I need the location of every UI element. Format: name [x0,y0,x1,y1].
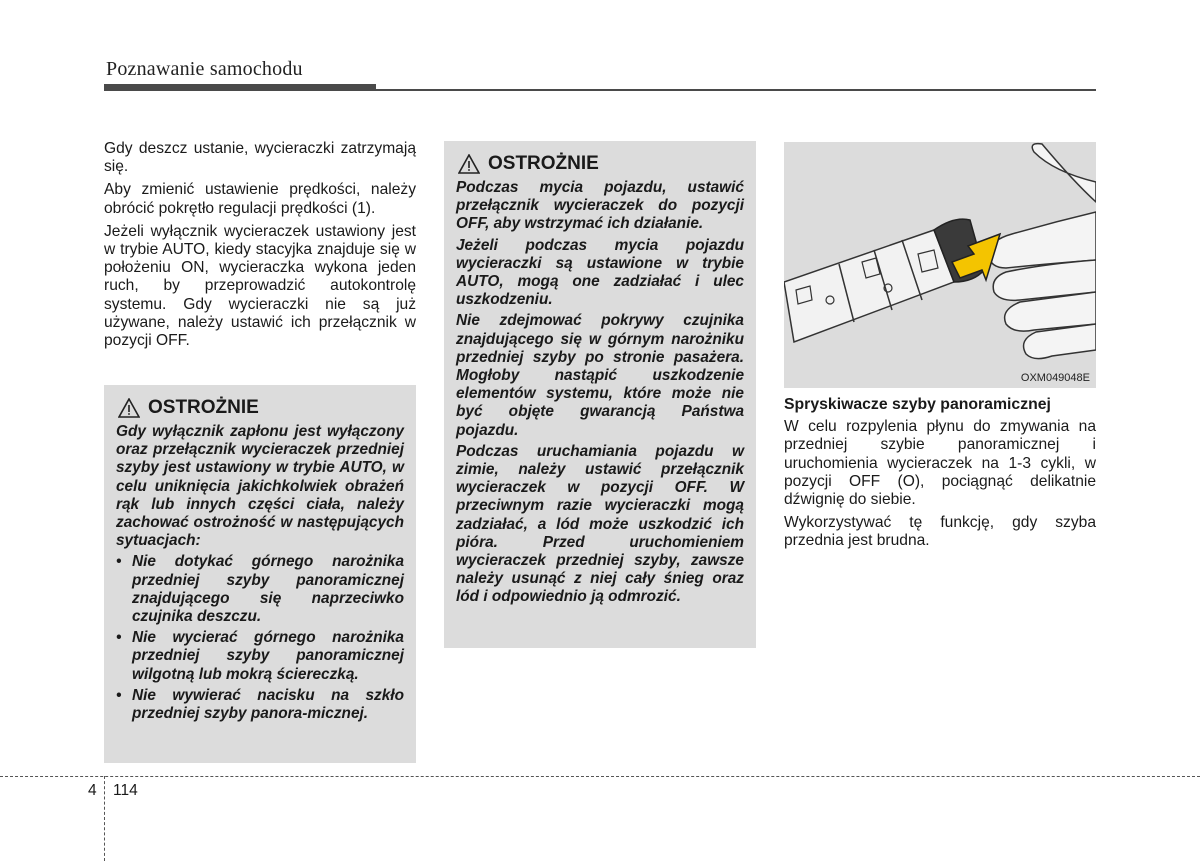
warning-triangle-icon [118,398,140,418]
caution-title: OSTROŻNIE [488,153,599,174]
paragraph: Wykorzystywać tę funkcję, gdy szyba przednia jest brudna. [784,514,1096,550]
figure-code: OXM049048E [1020,372,1090,384]
caution-box-1 [104,385,416,763]
thumb-shape [1032,144,1096,202]
caution-paragraph: Podczas mycia pojazdu, ustawić przełącznik wycieraczek do pozycji OFF, aby wstrzymać ich działanie. [456,179,744,233]
caution-body [456,179,744,607]
paragraph: W celu rozpylenia płynu do zmywania na przedniej szybie panoramicznej i uruchomienia wycieraczek na 1-3 cykli, w pozycji OFF (O), pociągnąć delikatnie dźwignię do siebie. [784,418,1096,509]
caution-heading [458,153,744,175]
chapter-number: 4 [88,782,97,799]
caution-paragraph: Podczas uruchamiania pojazdu w zimie, należy ustawić przełącznik wycieraczek w pozycji OFF. W przeciwnym razie wycieraczki mogą zadziałać, a lód może uszkodzić ich pióra. Przed uruchomieniem wycieraczek przedniej szyby, zawsze należy usunąć z niej cały śnieg oraz lód i odpowiednio ją odmrozić. [456,442,744,606]
warning-triangle-icon [458,154,480,174]
caution-bullet-list [116,553,404,723]
header-rule-thick [104,84,376,91]
caution-paragraph: Jeżeli podczas mycia pojazdu wycieraczki są ustawione w trybie AUTO, mogą one zadziałać i ulec uszkodzeniu. [456,236,744,309]
caution-heading [118,397,404,419]
caution-title: OSTROŻNIE [148,397,259,418]
footer-dashed-divider [104,776,105,861]
wiper-lever-drawing [784,142,1096,388]
section-subheading: Spryskiwacze szyby panoramicznej [784,396,1051,413]
index-finger-shape [988,212,1096,268]
caution-paragraph: Nie zdejmować pokrywy czujnika znajdującego się w górnym narożniku przedniej szyby po stronie pasażera. Mogłoby nastąpić uszkodzenie elementów systemu, które może nie być objęte gwarancją Państwa pojazdu. [456,312,744,439]
paragraph: Jeżeli wyłącznik wycieraczek ustawiony jest w trybie AUTO, kiedy stacyjka znajduje się w położeniu ON, wycieraczka wykona jeden ruch, by przeprowadzić autokontrolę systemu. Gdy wycieraczki nie są już używane, należy ustawić ich przełącznik w pozycji OFF. [104,222,416,350]
caution-body [116,423,404,723]
page-number: 114 [113,782,138,799]
column-3-text [784,396,1096,556]
caution-bullet: • Nie dotykać górnego narożnika przedniej szyby panoramicznej znajdującego się naprzeciwko czujnika deszczu. [116,553,404,626]
footer-dashed-rule [0,776,1200,777]
caution-bullet: • Nie wycierać górnego narożnika przedniej szyby panoramicznej wilgotną lub mokrą ściereczką. [116,629,404,684]
paragraph: Aby zmienić ustawienie prędkości, należy obrócić pokrętło regulacji prędkości (1). [104,181,416,217]
caution-box-2 [444,141,756,648]
wiper-lever-illustration [784,142,1096,388]
header-rule-thin [376,89,1096,91]
caution-bullet: • Nie wywierać nacisku na szkło przedniej szyby panora-micznej. [116,687,404,723]
caution-intro: Gdy wyłącznik zapłonu jest wyłączony oraz przełącznik wycieraczek przedniej szyby jest ustawiony w trybie AUTO, w celu uniknięcia jakichkolwiek obrażeń rąk lub innych części ciała, należy zachować ostrożność w następujących sytuacjach: [116,423,404,550]
column-1-text [104,140,416,355]
paragraph: Gdy deszcz ustanie, wycieraczki zatrzymają się. [104,140,416,176]
page-header-title: Poznawanie samochodu [106,58,303,80]
